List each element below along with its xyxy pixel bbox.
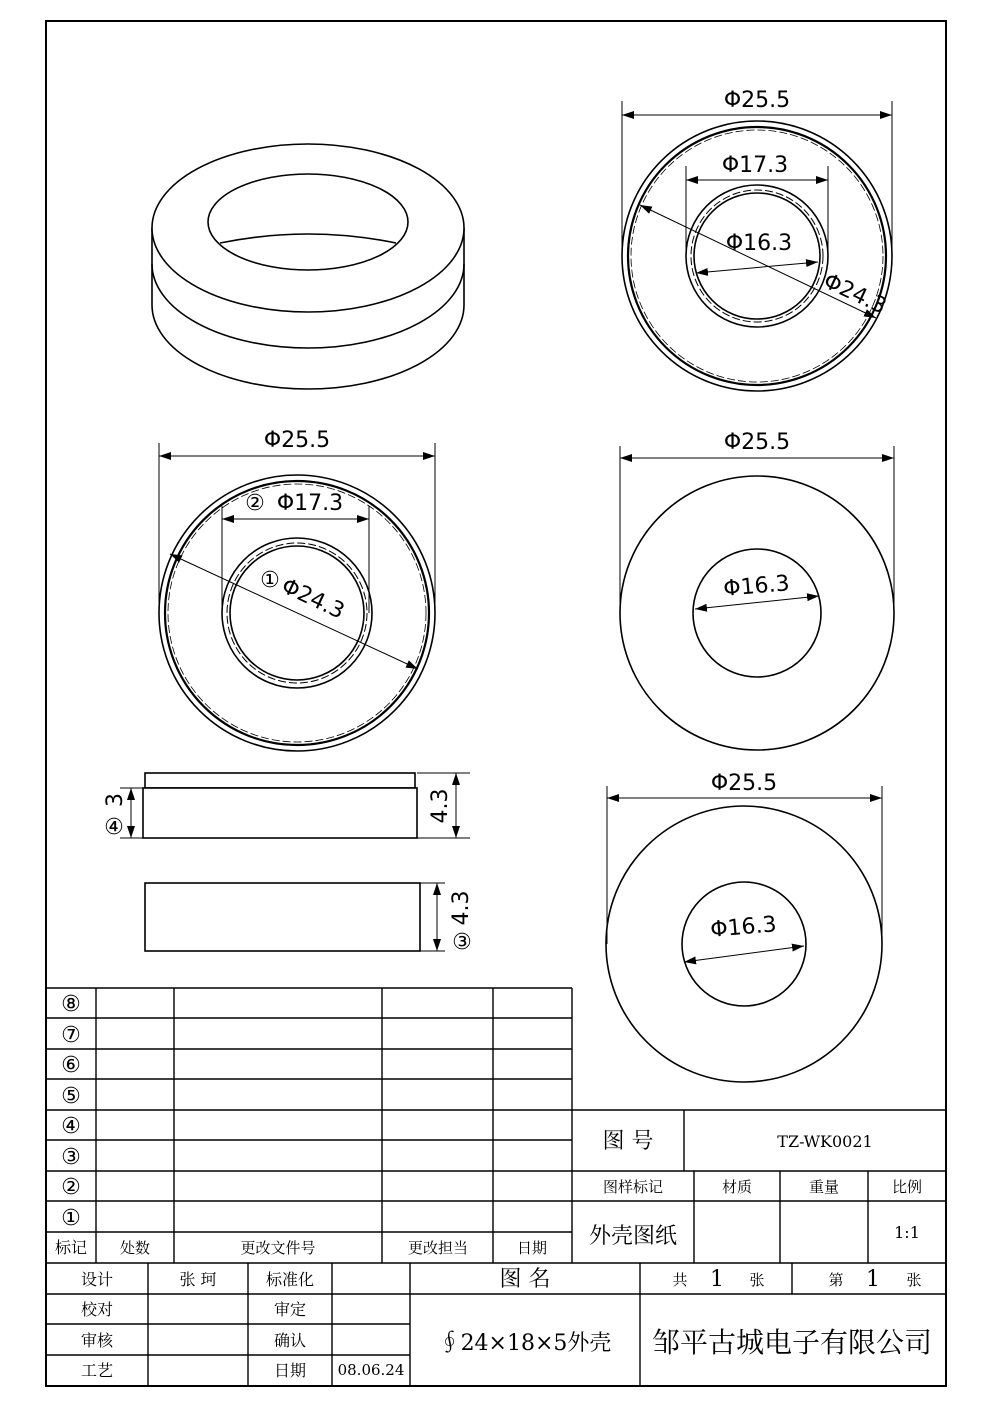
- row-mark: ⑦: [61, 1023, 81, 1048]
- height-4-3-label-2: 4.3: [449, 890, 474, 926]
- diameter-16-3-label: Φ16.3: [725, 231, 793, 256]
- sheet-unit-2: 张: [906, 1271, 922, 1289]
- row-mark: ③: [61, 1145, 81, 1170]
- outer-diameter-label: Φ25.5: [723, 88, 791, 113]
- callout-1: ①: [260, 568, 280, 593]
- diameter-24-3-label: Φ24.3: [819, 268, 891, 320]
- callout-2: ②: [245, 491, 265, 516]
- designer-name: 张 珂: [179, 1270, 217, 1289]
- outer-diameter-label-2: Φ25.5: [263, 428, 331, 453]
- sheet-number: 1: [866, 1267, 880, 1292]
- header-count: 处数: [119, 1239, 151, 1257]
- drawing-no-label: 图 号: [602, 1129, 654, 1154]
- date-label: 日期: [273, 1361, 307, 1380]
- row-mark: ①: [61, 1206, 81, 1231]
- row-mark: ⑤: [61, 1084, 81, 1109]
- callout-3: ③: [452, 930, 472, 955]
- sheet-unit: 张: [749, 1271, 765, 1289]
- confirm-label: 确认: [273, 1331, 307, 1350]
- revision-table: [46, 988, 572, 1263]
- standard-label: 标准化: [265, 1270, 315, 1289]
- header-date: 日期: [516, 1239, 548, 1257]
- approve-label: 审定: [273, 1300, 307, 1319]
- header-mark: 标记: [54, 1238, 88, 1257]
- header-change-owner: 更改担当: [407, 1239, 469, 1257]
- side-view-upper: [120, 773, 470, 838]
- col-weight: 重量: [808, 1178, 840, 1196]
- isometric-view: [152, 144, 464, 389]
- header-change-doc: 更改文件号: [240, 1239, 316, 1257]
- diameter-16-3-label-2: Φ16.3: [722, 571, 791, 602]
- side-view-lower: [145, 883, 445, 951]
- diameter-17-3-label: Φ17.3: [721, 153, 789, 178]
- col-drawing-mark: 图样标记: [602, 1178, 664, 1196]
- review-label: 审核: [80, 1331, 114, 1350]
- total-sheets: 1: [710, 1267, 724, 1292]
- diameter-24-3-label-2: Φ24.3: [277, 573, 349, 625]
- row-mark: ⑧: [61, 992, 81, 1017]
- col-material: 材质: [721, 1178, 753, 1196]
- scale-value: 1:1: [894, 1223, 920, 1242]
- revision-headers: [55, 1238, 547, 1257]
- diameter-16-3-label-3: Φ16.3: [709, 912, 778, 943]
- total-label: 共: [672, 1271, 688, 1289]
- height-4-3-label: 4.3: [428, 788, 453, 824]
- diameter-17-3-label-2: Φ17.3: [276, 491, 344, 516]
- row-mark: ④: [61, 1114, 81, 1139]
- row-mark: ②: [61, 1175, 81, 1200]
- height-3-label: 3: [103, 793, 128, 807]
- check-label: 校对: [80, 1300, 114, 1319]
- drawing-no: TZ-WK0021: [777, 1132, 873, 1151]
- company-name: 邹平古城电子有限公司: [651, 1326, 933, 1359]
- row-mark: ⑥: [61, 1053, 81, 1078]
- sheet-label: 第: [828, 1271, 844, 1289]
- part-name: ∮24×18×5外壳: [438, 1331, 612, 1356]
- process-label: 工艺: [80, 1361, 114, 1380]
- callout-4: ④: [104, 815, 124, 840]
- revision-row-marks: [61, 992, 81, 1231]
- drawing-mark: 外壳图纸: [588, 1224, 678, 1249]
- date-value: 08.06.24: [337, 1361, 405, 1379]
- outer-diameter-label-4: Φ25.5: [710, 771, 778, 796]
- design-label: 设计: [80, 1270, 114, 1289]
- drawing-name-label: 图 名: [499, 1267, 551, 1292]
- outer-diameter-label-3: Φ25.5: [723, 430, 791, 455]
- col-scale: 比例: [891, 1178, 923, 1196]
